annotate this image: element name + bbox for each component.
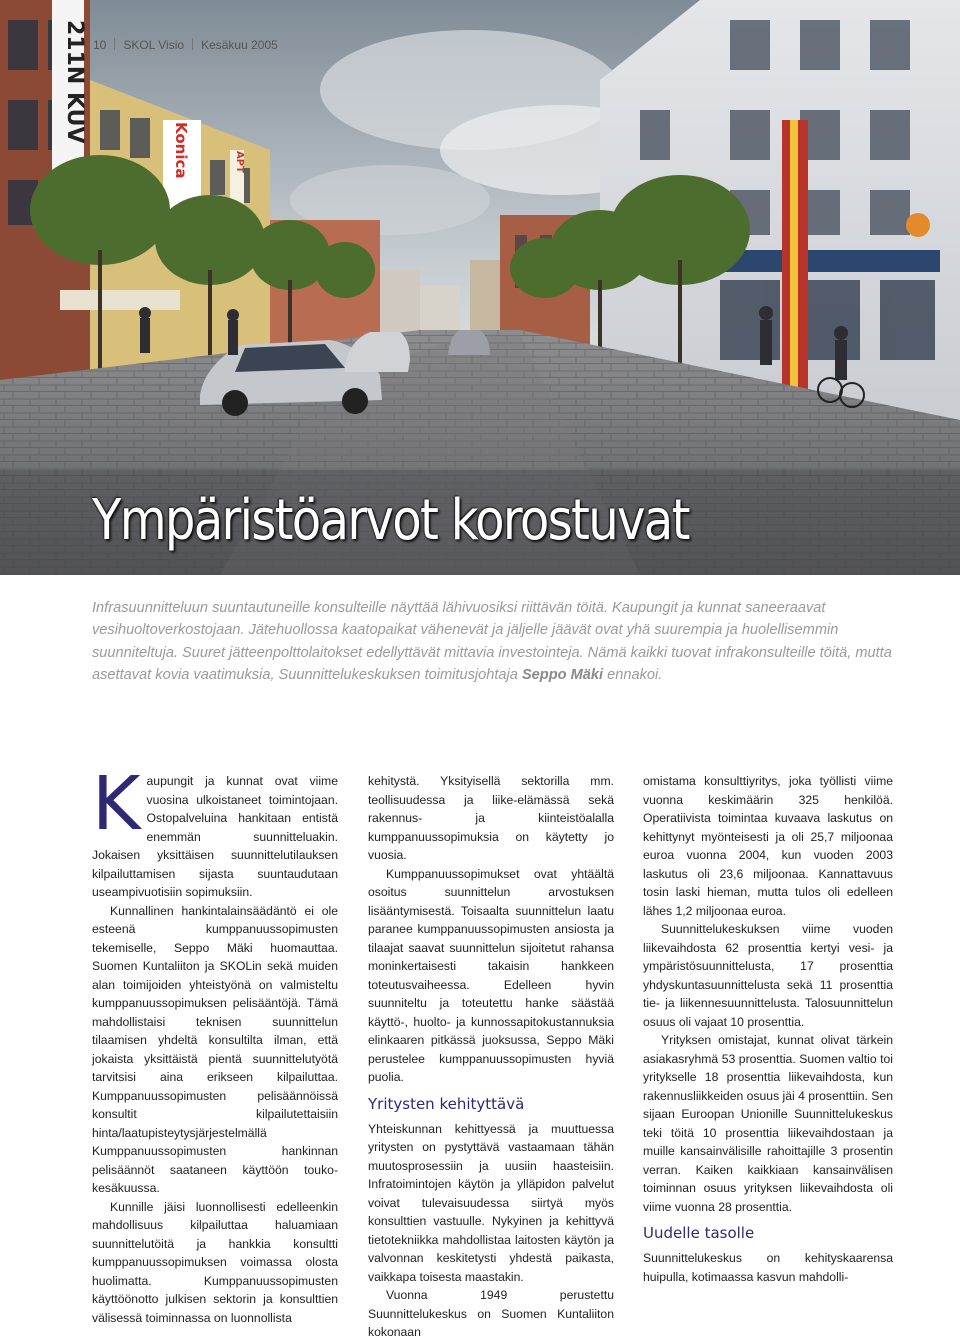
hero-illustration bbox=[0, 0, 960, 575]
konica-sign: Konica bbox=[172, 122, 190, 179]
body-column-3 bbox=[643, 772, 893, 1286]
lead-text-end: ennakoi. bbox=[607, 666, 663, 683]
running-head bbox=[93, 38, 278, 52]
paragraph: aupungit ja kunnat ovat viime vuosina ulkoistaneet toimintojaan. Ostopalveluina hankitaan entistä enemmän suunnitteluakin. Jokaisen yksittäisen suunnittelutilauksen kilpailuttamisen sijasta suuntaudutaan useampivuotisiin sopimuksiin. bbox=[92, 774, 338, 899]
page-number: 10 bbox=[93, 38, 107, 52]
paragraph: Suunnittelukeskus on kehityskaarensa huipulla, kotimaassa kasvun mahdolli- bbox=[643, 1251, 893, 1284]
section-subheading: Uudelle tasolle bbox=[643, 1224, 755, 1242]
publication-name: SKOL Visio bbox=[123, 38, 185, 52]
lead-text: Infrasuunnitteluun suuntautuneille konsulteille näyttää lähivuosiksi riittävän töitä. Kaupungit ja kunnat saneeraavat vesihuoltoverkostojaan. Jätehuollossa kaatopaikat vähenevät ja jäljelle jäävät ovat yhä suurempia ja huolellisemmin suunniteltuja. Suuret jätteenpolttolaitokset edellyttävät mittavia investointeja. Nämä kaikki tuovat infrakonsulteille töitä, mutta asettavat kovia vaatimuksia, Suunnittelukeskuksen toimitusjohtaja bbox=[92, 600, 892, 683]
vertical-shop-sign: 211N KUV bbox=[62, 20, 87, 144]
paragraph: omistama konsulttiyritys, joka työllisti viime vuonna keskimäärin 325 henkilöä. Operatiivista toimintaa kuvaava laskutus on kehittynyt myönteisesti ja oli 25,7 miljoonaa euroa vuonna 2004, kun vuoden 2003 laskutus oli 23,6 miljoonaa. Kannattavuus tosin laski hieman, mutta tulos oli edelleen lähes 1,2 miljoonaa euroa. bbox=[643, 774, 893, 918]
paragraph: Kunnille jäisi luonnollisesti edelleenkin mahdollisuus kilpailuttaa haluamiaan suunnittelutöitä ja hankkia konsultti kumppanuussopimuksen voimassa olosta huolimatta. Kumppanuussopimusten käyttöönotto julkisen sektorin ja konsulttien välisessä toiminnassa on luonnollista bbox=[92, 1199, 338, 1325]
issue-date: Kesäkuu 2005 bbox=[201, 38, 278, 52]
apt-sign: APT bbox=[234, 151, 245, 173]
body-column-2 bbox=[368, 772, 614, 1342]
paragraph: Kunnallinen hankintalainsäädäntö ei ole esteenä kumppanuussopimusten tekemiselle, Seppo Mäki huomauttaa. Suomen Kuntaliiton ja SKOLin sekä muiden alan toimijoiden yhteistyönä on valmisteltu kumppanuussopimuksen pelisääntöjä. Tämä mahdollistaisi teknisen suunnittelun tilaamisen yhdeltä konsultilta ilman, että jokaista yksittäistä pientä suunnittelutyötä tarvitsisi aina erikseen kilpailuttaa. Kumppanuussopimusten pelisäännöissä konsultit kilpailutettaisiin hinta/laatupisteytysjärjestelmällä Kumppanuussopimusten hankinnan pelisäännöt saataneen käyttöön touko-kesäkuussa. bbox=[92, 903, 338, 1195]
paragraph: Yhteiskunnan kehittyessä ja muuttuessa yritysten on pystyttävä vastaamaan tähän muutosprosessiin ja uusiin haasteisiin. Infratoimintojen käytön ja ylläpidon palvelut voivat tulevaisuudessa siirtyä myös konsulttien vastuulle. Nykyinen ja kehittyvä tietotekniikka mahdollistaa laitosten käytön ja valvonnan keskitetysti yhdestä paikasta, vaikkapa toisesta maastakin. bbox=[368, 1121, 614, 1284]
paragraph: kehitystä. Yksityisellä sektorilla mm. teollisuudessa ja liike-elämässä sekä rakennus- ja kiinteistöalalla kumppanuussopimuksia on käytetty jo vuosia. bbox=[368, 774, 614, 862]
paragraph: Kumppanuussopimukset ovat yhtäältä osoitus suunnittelun arvostuksen lisääntymisestä. Toisaalta suunnittelun laatu paranee kumppanuussopimusten ansiosta ja tilaajat saavat suunnittelun sijoitetut rahansa moninkertaisesti takaisin hankkeen toteutusvaiheessa. Edelleen hyvin suunniteltu ja toteutettu hanke säästää käyttö-, huolto- ja kunnossapitokustannuksia elinkaaren pitkässä juoksussa, Seppo Mäki perustelee kumppanuussopimusten hyviä puolia. bbox=[368, 866, 614, 1084]
section-subheading: Yritysten kehityttävä bbox=[368, 1094, 525, 1113]
paragraph: Vuonna 1949 perustettu Suunnittelukeskus on Suomen Kuntaliiton kokonaan bbox=[368, 1288, 614, 1339]
paragraph: Yrityksen omistajat, kunnat olivat tärkein asiakasryhmä 53 prosenttia. Suomen valtio toi yritykselle 18 prosenttia liikevaihdosta, kun rakennusliikkeiden osuus jäi 4 prosenttiin. Sen sijaan Euroopan Unionille Suunnittelukeskus teki töitä 10 prosenttia liikevaihdostaan ja muille kansainvälisille rahoittajille 3 prosentin verran. Kaiken kaikkiaan kansainvälisen toiminnan osuus yrityksen liikevaihdosta oli viime vuonna 28 prosenttia. bbox=[643, 1033, 893, 1214]
drop-cap: K bbox=[92, 761, 141, 847]
body-column-1 bbox=[92, 761, 338, 1327]
article-lead bbox=[92, 597, 902, 686]
separator bbox=[192, 38, 193, 50]
lead-person-name: Seppo Mäki bbox=[521, 666, 604, 683]
paragraph: Suunnittelukeskuksen viime vuoden liikevaihdosta 62 prosenttia kertyi vesi- ja ympäristösuunnittelusta, 17 prosenttia yhdyskuntasuunnittelusta sekä 11 prosenttia tie- ja liikennesuunnittelusta. Talosuunnittelun osuus oli vajaat 10 prosenttia. bbox=[643, 922, 893, 1029]
separator bbox=[114, 38, 115, 50]
article-headline: Ympäristöarvot korostuvat bbox=[92, 488, 689, 553]
